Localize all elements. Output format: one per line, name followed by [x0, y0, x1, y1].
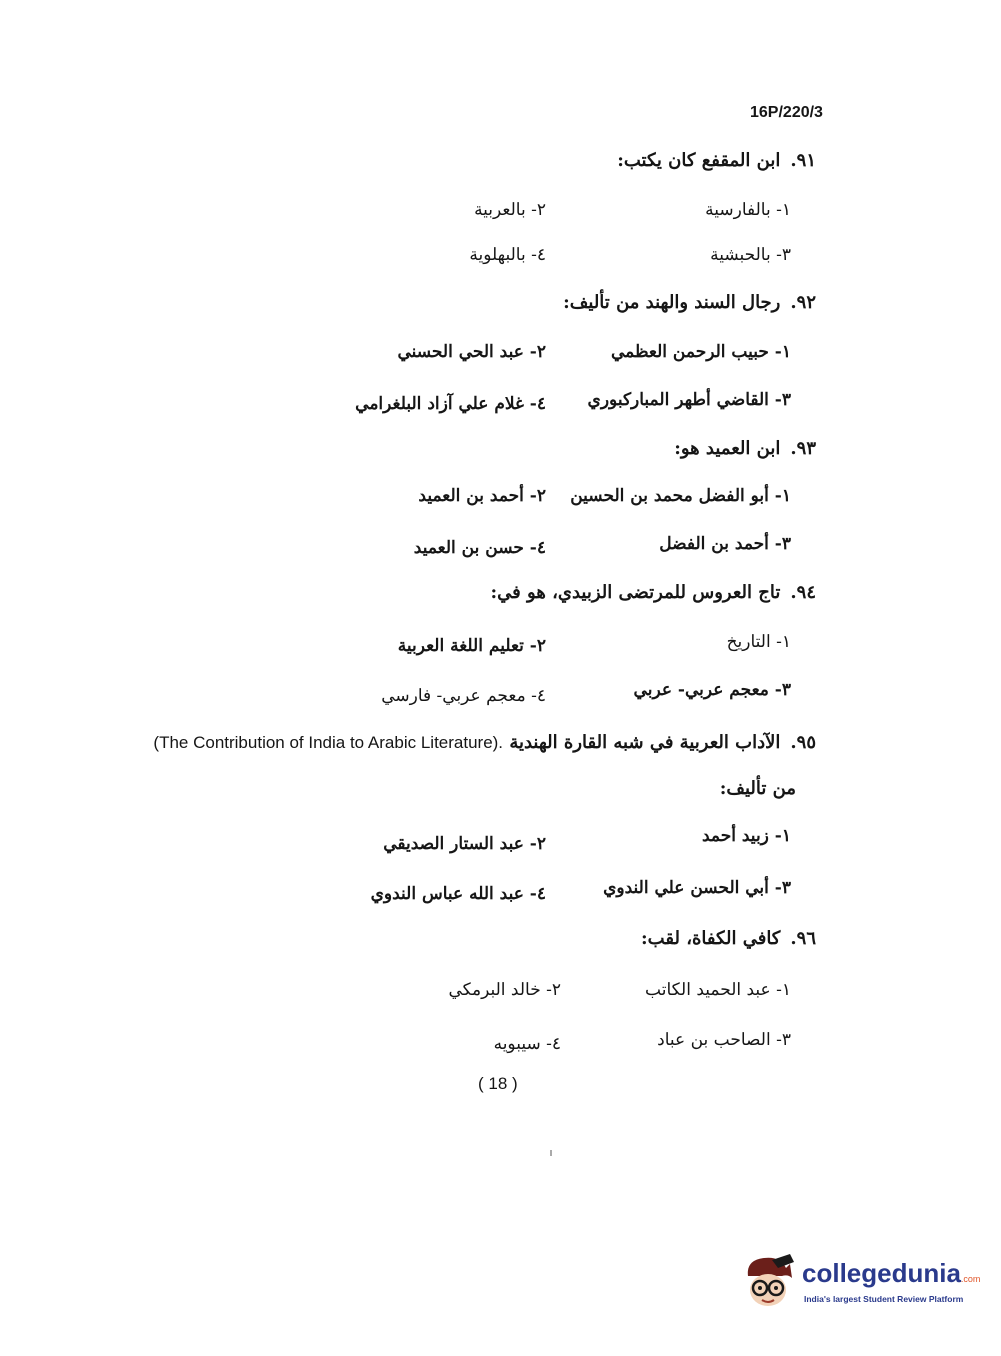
- option-94-3: ٣- معجم عربي- عربي: [633, 680, 791, 700]
- option-96-2: ٢- خالد البرمكي: [448, 980, 561, 1000]
- question-number: ٩١.: [790, 150, 816, 171]
- option-95-1: ١- زبيد أحمد: [701, 826, 791, 846]
- logo-wordmark: collegedunia.com: [802, 1258, 981, 1288]
- option-91-2: ٢- بالعربية: [474, 200, 546, 220]
- option-95-4: ٤- عبد الله عباس الندوي: [370, 884, 546, 904]
- option-91-1: ١- بالفارسية: [705, 200, 791, 220]
- collegedunia-logo: [742, 1252, 981, 1312]
- question-text: الآداب العربية في شبه القارة الهندية: [509, 732, 781, 753]
- question-text: ابن المقفع كان يكتب:: [617, 150, 781, 171]
- page-code: 16P/220/3: [750, 104, 823, 121]
- question-96: [641, 928, 816, 949]
- question-text: كافي الكفاة، لقب:: [641, 928, 781, 949]
- question-number: ٩٤.: [790, 582, 816, 603]
- question-text: ابن العميد هو:: [674, 438, 781, 459]
- scan-mark: [550, 1150, 552, 1156]
- question-number: ٩٦.: [790, 928, 816, 949]
- question-number: ٩٥.: [790, 732, 816, 753]
- option-93-1: ١- أبو الفضل محمد بن الحسين: [570, 486, 791, 506]
- option-92-2: ٢- عبد الحي الحسني: [397, 342, 546, 362]
- question-91: [617, 150, 816, 171]
- option-93-3: ٣- أحمد بن الفضل: [659, 534, 791, 554]
- question-number: ٩٣.: [790, 438, 816, 459]
- option-95-2: ٢- عبد الستار الصديقي: [383, 834, 546, 854]
- page-number: ( 18 ): [478, 1074, 518, 1093]
- option-96-3: ٣- الصاحب بن عباد: [657, 1030, 791, 1050]
- question-text: رجال السند والهند من تأليف:: [563, 292, 781, 313]
- option-93-4: ٤- حسن بن العميد: [413, 538, 546, 558]
- question-english-title: (The Contribution of India to Arabic Literature).: [153, 733, 504, 752]
- option-94-2: ٢- تعليم اللغة العربية: [397, 636, 546, 656]
- option-91-4: ٤- بالبهلوية: [469, 245, 546, 265]
- option-96-4: ٤- سيبويه: [493, 1034, 561, 1054]
- option-92-3: ٣- القاضي أطهر المباركبوري: [587, 390, 791, 410]
- option-94-4: ٤- معجم عربي- فارسي: [381, 686, 546, 706]
- option-92-1: ١- حبيب الرحمن العظمي: [610, 342, 791, 362]
- question-text: تاج العروس للمرتضى الزبيدي، هو في:: [490, 582, 781, 603]
- question-number: ٩٢.: [790, 292, 816, 313]
- option-93-2: ٢- أحمد بن العميد: [418, 486, 546, 506]
- option-95-3: ٣- أبي الحسن علي الندوي: [603, 878, 791, 898]
- question-93: [674, 438, 816, 459]
- question-92: [563, 292, 816, 313]
- question-95-sub: من تأليف:: [719, 778, 796, 799]
- option-94-1: ١- التاريخ: [726, 632, 791, 652]
- option-91-3: ٣- بالحبشية: [710, 245, 791, 265]
- logo-tagline: India's largest Student Review Platform: [804, 1294, 964, 1304]
- mascot-icon: [742, 1254, 794, 1310]
- question-95: [153, 732, 816, 753]
- question-94: [491, 582, 817, 603]
- option-96-1: ١- عبد الحميد الكاتب: [645, 980, 791, 1000]
- option-92-4: ٤- غلام علي آزاد البلغرامي: [355, 394, 546, 414]
